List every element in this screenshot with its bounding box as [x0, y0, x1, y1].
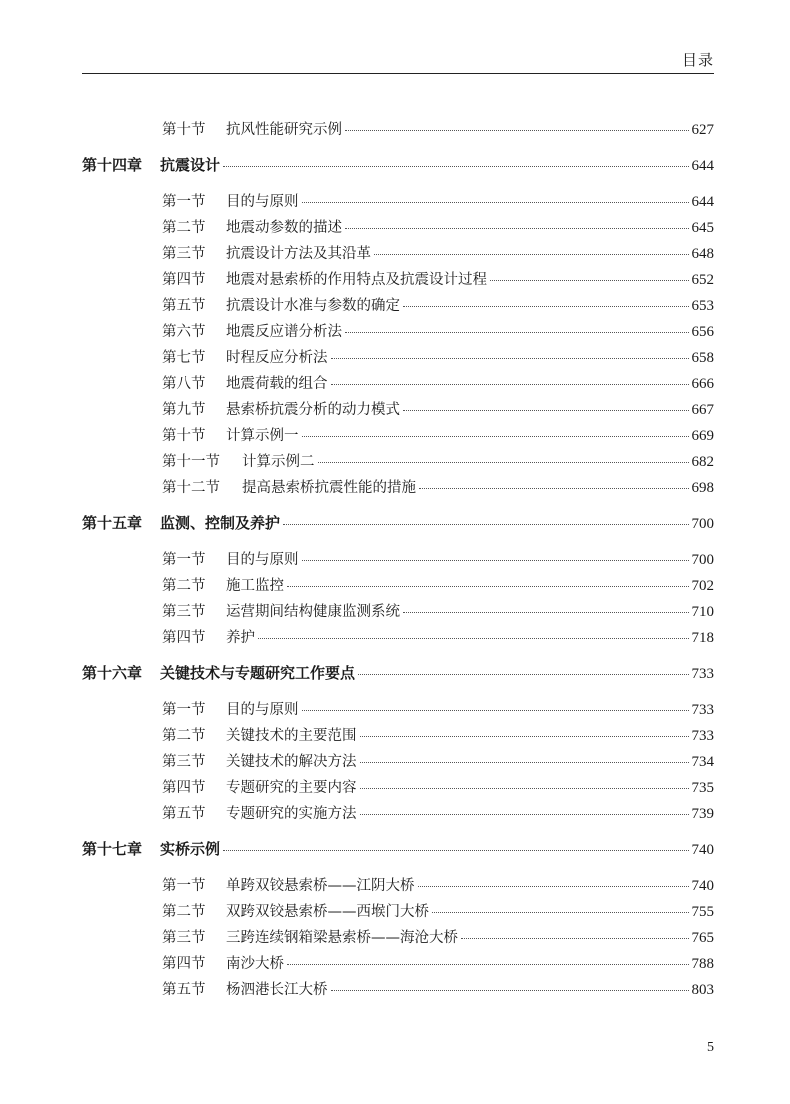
dot-leader	[345, 322, 689, 333]
toc-section-entry	[0, 724, 790, 746]
toc-entry-page: 739	[691, 806, 714, 822]
toc-entry-page: 669	[691, 428, 714, 444]
dot-leader	[331, 980, 689, 991]
toc-entry-page: 658	[691, 350, 714, 366]
toc-entry-title: 地震对悬索桥的作用特点及抗震设计过程	[226, 272, 487, 288]
toc-entry-number: 第十四章	[82, 156, 143, 174]
dot-leader	[403, 296, 689, 307]
toc-entry-title: 目的与原则	[226, 552, 299, 568]
toc-entry-label	[162, 724, 357, 745]
toc-entry-label	[162, 952, 284, 973]
dot-leader	[374, 244, 689, 255]
dot-leader	[302, 700, 689, 711]
toc-section-entry	[0, 698, 790, 720]
toc-entry-number: 第四节	[162, 956, 206, 972]
toc-entry-page: 645	[691, 220, 714, 236]
toc-entry-number: 第二节	[162, 578, 206, 594]
toc-section-entry	[0, 268, 790, 290]
toc-entry-page: 788	[691, 956, 714, 972]
toc-entry-number: 第十七章	[82, 840, 143, 858]
toc-entry-title: 双跨双铰悬索桥——西堠门大桥	[226, 904, 429, 920]
toc-entry-number: 第三节	[162, 246, 206, 262]
toc-section-entry	[0, 294, 790, 316]
toc-entry-title: 地震反应谱分析法	[226, 324, 342, 340]
toc-entry-label	[162, 268, 487, 289]
toc-section-entry	[0, 802, 790, 824]
toc-entry-label	[162, 216, 342, 237]
toc-chapter-entry	[0, 154, 790, 176]
toc-entry-label	[162, 372, 328, 393]
toc-entry-page: 653	[691, 298, 714, 314]
toc-entry-page: 710	[691, 604, 714, 620]
toc-entry-number: 第二节	[162, 220, 206, 236]
dot-leader	[461, 928, 689, 939]
toc-entry-title: 专题研究的实施方法	[226, 806, 357, 822]
toc-entry-page: 765	[691, 930, 714, 946]
toc-entry-label	[162, 698, 299, 719]
toc-section-entry	[0, 216, 790, 238]
toc-entry-number: 第五节	[162, 982, 206, 998]
toc-chapter-entry	[0, 838, 790, 860]
dot-leader	[223, 156, 688, 167]
toc-chapter-entry	[0, 662, 790, 684]
toc-section-entry	[0, 600, 790, 622]
toc-entry-title: 抗震设计水准与参数的确定	[226, 298, 400, 314]
dot-leader	[287, 576, 689, 587]
toc-entry-number: 第十一节	[162, 454, 220, 470]
toc-entry-label	[162, 320, 342, 341]
toc-entry-title: 三跨连续钢箱梁悬索桥——海沧大桥	[226, 930, 458, 946]
toc-entry-number: 第十六章	[82, 664, 143, 682]
dot-leader	[418, 876, 689, 887]
toc-entry-label	[82, 512, 280, 533]
toc-entry-title: 南沙大桥	[226, 956, 284, 972]
toc-entry-label	[162, 776, 357, 797]
toc-entry-page: 656	[691, 324, 714, 340]
toc-entry-title: 关键技术的解决方法	[226, 754, 357, 770]
toc-entry-label	[162, 346, 328, 367]
toc-entry-page: 734	[691, 754, 714, 770]
toc-entry-label	[162, 118, 342, 139]
toc-entry-label	[162, 900, 429, 921]
toc-entry-number: 第一节	[162, 702, 206, 718]
dot-leader	[302, 192, 689, 203]
toc-entry-label	[162, 750, 357, 771]
toc-entry-number: 第三节	[162, 754, 206, 770]
toc-entry-page: 740	[691, 878, 714, 894]
toc-entry-title: 提高悬索桥抗震性能的措施	[242, 480, 416, 496]
page-number: 5	[707, 1040, 714, 1055]
toc-entry-number: 第十节	[162, 428, 206, 444]
toc-entry-title: 目的与原则	[226, 194, 299, 210]
toc-entry-number: 第八节	[162, 376, 206, 392]
dot-leader	[331, 374, 689, 385]
toc-section-entry	[0, 874, 790, 896]
dot-leader	[223, 840, 688, 851]
toc-entry-number: 第五节	[162, 806, 206, 822]
toc-entry-page: 733	[691, 702, 714, 718]
dot-leader	[318, 452, 689, 463]
toc-entry-title: 养护	[226, 630, 255, 646]
toc-entry-title: 专题研究的主要内容	[226, 780, 357, 796]
dot-leader	[403, 400, 689, 411]
dot-leader	[345, 120, 689, 131]
toc-entry-page: 698	[691, 480, 714, 496]
toc-entry-label	[162, 926, 458, 947]
dot-leader	[287, 954, 689, 965]
toc-chapter-entry	[0, 512, 790, 534]
dot-leader	[331, 348, 689, 359]
dot-leader	[302, 426, 689, 437]
toc-entry-page: 700	[691, 552, 714, 568]
toc-entry-number: 第三节	[162, 930, 206, 946]
dot-leader	[360, 778, 689, 789]
toc-entry-page: 652	[691, 272, 714, 288]
toc-entry-page: 735	[691, 780, 714, 796]
toc-entry-title: 地震荷载的组合	[226, 376, 328, 392]
toc-entry-number: 第十二节	[162, 480, 220, 496]
toc-entry-label	[162, 978, 328, 999]
toc-section-entry	[0, 750, 790, 772]
toc-entry-title: 抗风性能研究示例	[226, 122, 342, 138]
toc-entry-title: 目的与原则	[226, 702, 299, 718]
toc-entry-label	[162, 476, 416, 497]
toc-entry-number: 第一节	[162, 194, 206, 210]
toc-section-entry	[0, 242, 790, 264]
dot-leader	[403, 602, 689, 613]
toc-entry-label	[82, 154, 220, 175]
toc-entry-page: 648	[691, 246, 714, 262]
toc-entry-title: 悬索桥抗震分析的动力模式	[226, 402, 400, 418]
dot-leader	[345, 218, 689, 229]
toc-entry-page: 733	[691, 666, 714, 682]
toc-entry-title: 抗震设计	[160, 156, 221, 174]
toc-entry-title: 运营期间结构健康监测系统	[226, 604, 400, 620]
toc-entry-number: 第二节	[162, 904, 206, 920]
dot-leader	[432, 902, 689, 913]
toc-section-entry	[0, 424, 790, 446]
toc-entry-label	[162, 450, 315, 471]
toc-section-entry	[0, 450, 790, 472]
toc-entry-label	[162, 190, 299, 211]
toc-entry-page: 644	[691, 194, 714, 210]
toc-entry-number: 第四节	[162, 780, 206, 796]
toc-section-entry	[0, 398, 790, 420]
toc-section-entry	[0, 476, 790, 498]
toc-section-entry	[0, 900, 790, 922]
toc-entry-page: 682	[691, 454, 714, 470]
dot-leader	[258, 628, 689, 639]
toc-entry-number: 第二节	[162, 728, 206, 744]
toc-entry-page: 755	[691, 904, 714, 920]
toc-section-entry	[0, 190, 790, 212]
toc-section-entry	[0, 346, 790, 368]
dot-leader	[490, 270, 689, 281]
toc-entry-number: 第十五章	[82, 514, 143, 532]
toc-entry-label	[162, 242, 371, 263]
toc-entry-title: 关键技术的主要范围	[226, 728, 357, 744]
toc-entry-title: 实桥示例	[160, 840, 221, 858]
page-header-title: 目录	[681, 51, 714, 69]
toc-entry-title: 时程反应分析法	[226, 350, 328, 366]
toc-entry-title: 施工监控	[226, 578, 284, 594]
toc-entry-label	[82, 838, 220, 859]
toc-entry-number: 第五节	[162, 298, 206, 314]
toc-section-entry	[0, 574, 790, 596]
toc-entry-number: 第四节	[162, 630, 206, 646]
toc-entry-page: 666	[691, 376, 714, 392]
toc-entry-number: 第九节	[162, 402, 206, 418]
toc-entry-page: 803	[691, 982, 714, 998]
toc-entry-page: 627	[691, 122, 714, 138]
toc-entry-number: 第六节	[162, 324, 206, 340]
toc-entry-page: 644	[691, 158, 714, 174]
toc-section-entry	[0, 776, 790, 798]
toc-section-entry	[0, 548, 790, 570]
toc-entry-title: 监测、控制及养护	[160, 514, 281, 532]
dot-leader	[419, 478, 689, 489]
dot-leader	[360, 726, 689, 737]
toc-entry-label	[162, 424, 299, 445]
toc-entry-page: 702	[691, 578, 714, 594]
dot-leader	[360, 804, 689, 815]
toc-entry-label	[162, 802, 357, 823]
toc-section-entry	[0, 320, 790, 342]
toc-entry-page: 733	[691, 728, 714, 744]
toc-entry-page: 740	[691, 842, 714, 858]
toc-entry-title: 杨泗港长江大桥	[226, 982, 328, 998]
toc-section-entry	[0, 372, 790, 394]
toc-entry-page: 667	[691, 402, 714, 418]
toc-entry-label	[162, 398, 400, 419]
dot-leader	[360, 752, 689, 763]
toc-entry-title: 关键技术与专题研究工作要点	[160, 664, 356, 682]
toc-entry-title: 抗震设计方法及其沿革	[226, 246, 371, 262]
toc-section-entry	[0, 118, 790, 140]
dot-leader	[358, 664, 688, 675]
toc-entry-label	[162, 548, 299, 569]
toc-entry-number: 第四节	[162, 272, 206, 288]
toc-entry-number: 第十节	[162, 122, 206, 138]
toc-entry-label	[162, 600, 400, 621]
toc-section-entry	[0, 626, 790, 648]
toc-section-entry	[0, 978, 790, 1000]
toc-entry-page: 700	[691, 516, 714, 532]
toc-entry-label	[162, 294, 400, 315]
toc-entry-number: 第一节	[162, 552, 206, 568]
header-rule	[82, 73, 714, 74]
toc-section-entry	[0, 952, 790, 974]
toc-entry-label	[162, 626, 255, 647]
toc-entry-number: 第七节	[162, 350, 206, 366]
toc-entry-title: 单跨双铰悬索桥——江阴大桥	[226, 878, 415, 894]
toc-entry-label	[162, 874, 415, 895]
toc-section-entry	[0, 926, 790, 948]
toc-entry-title: 计算示例一	[226, 428, 299, 444]
toc-entry-page: 718	[691, 630, 714, 646]
dot-leader	[302, 550, 689, 561]
dot-leader	[283, 514, 688, 525]
toc-entry-title: 地震动参数的描述	[226, 220, 342, 236]
toc-entry-title: 计算示例二	[242, 454, 315, 470]
toc-entry-label	[162, 574, 284, 595]
toc-entry-number: 第三节	[162, 604, 206, 620]
toc-entry-number: 第一节	[162, 878, 206, 894]
toc-entry-label	[82, 662, 355, 683]
